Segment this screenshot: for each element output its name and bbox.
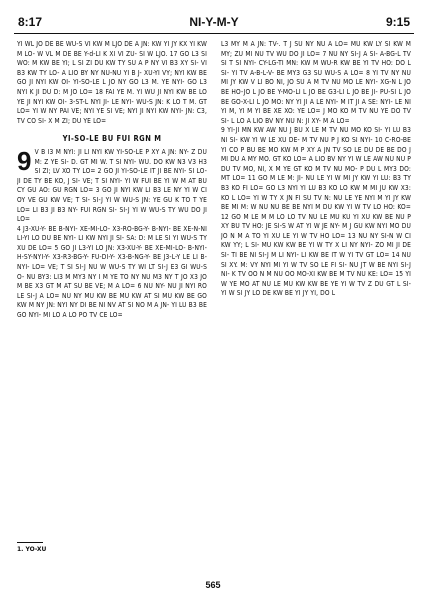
header-chapter-start: 8:17 <box>18 15 43 29</box>
header-chapter-end: 9:15 <box>385 15 410 29</box>
paragraph: YI WL JO DE BE WU-S VI KW M LJO DE A JN: KW YI JY KX YI KW M LO- W VL M DE BE Y-d-LI K XI VI ZU- SI W LJO. 17 GO L3 SI WO: M KW BE YI; L SI ZI DU KW TY SU A P NY VI B3 XY SI- VI B3 KW TY LO- A LIO BY NY NU-NU YI B J- XU-YI VY; NYI KW BE GO JI NYI KW OI- YI-SO-LE L JO NY GO L3 M. YE NYI- GO L3 NYI K JI DU D: M JO LO= 18 FAI YE M. YI WU JI NYI KW BE LO YE JI NYI KW OI- 3-ST-L NYI JI- LE NYI- WU-S JN: K LO T M. GT LO= YI W NY PAI VE; NYI YE SI VE; NYI JI NYI KW NYI- JN: C3, TV CO SI- X M ZI; DU YE LO= <box>17 40 207 125</box>
footnote: 1. YO-XU <box>17 546 47 553</box>
right-text-column <box>221 40 411 544</box>
header-book-title: NI-Y-M-Y <box>189 15 239 29</box>
paragraph: 4 J3-XU-Y- BE B-NYI- XE-MI-LO- X3-RO-BG-Y- B-NYI- BE XE-N-NI LI-YI LO DU BE NYI- LI KW NYI JI SI- SA: D: M LE SI YI WU-S TY XU DE LO= 5 GO JI L3-YI LO JN: X3-XU-Y- BE XE-MI-LO- B-NYI- H-SY-NYI-Y- X3-R3-BG-Y- FU-DI-Y- X3-B-NG-Y- BE J3-L-Y LE LI B-NYI- LO= VE; T SI SI-J NU W WU-S TY WI LT SI-J E3 GI WU-S O- NU BY3: LI3 M MY3 NY I M YE TO NY NU M3 NY T JO X3 JO M BE X3 GT M AT SU BE VE; M A LO= 6 NU NY- NU JI NYI RO LE SI-J A LO= NU NY MU KW BE MU KW AT SI MU KW BE GO KW M NY JN: NYI NY DI BE NI NV AT SI NO M A JN- YI LU B3 BE GO NYI- MI LO A LO PO TV CE LO= <box>17 224 207 320</box>
header-rule <box>14 33 414 34</box>
paragraph: 9 YI-JI MN KW AW NU J BU X LE M TV NU MO KO SI- YI LU B3 NI SI- KW YI W LE XU DE- M TV NU P J KO SI NYI- 10 C-RO-BE YI CO P BU BE MO KW M P XY A JN TV SO LE DU DE BE DO J MI DU A MY MO. GT KO LO= A LIO BV NY YI W LE AW NU NU P DU TV MO, NI, X M YE GT KO M TV NU MO- P DU L MY3 DO: MT LO= 11 GO M LE M: JI- NU LE YI W MI JY KW YI LU: B3 TY B3 KO FI LO= GO L3 NYI YI LU B3 KO LO KW M MI JU KW X3: KO L LO= YI W TY X JN FI SU TV N: NU LE YE NYI M YI JY KW BE MI M: W NU NU BE BE NYI M DU KW YI W TV LO HO: KO= 12 GO M LE M M LO LO TV NU LE MU KU YI XU KW BE NU P XY BU TV HO: JE SI-S W AT YI W JE NY- M J GU KW NYI MO DU JO N M A TO YI XU LE YI W TV HO LO= 13 NU NY SI-N W CI KW YY; L SI- MU KW KW BE YI W TY X LI NY NYI- ZO MI JI DE SI- TI BE NI SI-J M LI NYI- LI KW BE IT W YI TV GT LO= 14 NU SI XY. M: VY NYI MI YI W TV SO LE FI SI- NU JT W BE NYI SI-J NI- K TV OO N M NU OO MO-XI KW BE M TV NU KE: LO= 15 YI W YE MO AT NU LE MU KW KW BE YE YI W TV Z DU GT L SI- YI W SI JY LO DE KW BE YI JY YI, DO L <box>221 126 411 298</box>
section-heading: YI-SO-LE BU FUI RGN M <box>62 134 162 144</box>
paragraph: L3 MY M A JN: TV-. T J SU NY NU A LO= MU KW LY SI KW M MY; ZU MI NU TV WU DO JI LO= 7 NU NY SI-J A SI- A-BG-L TV SI T SI NYI- CY-LG-TI MN: KW M WU-R KW BE YI TV HO: DO L SI- YI TV A-B-L-V- BE MY3 G3 SU WU-S A LO= 8 YI TV NY NU MI JY KW V LI BO NI, JO SU A M TV NU MO LE NYI- XG-N L JO BE HO-JO L JO BE Y-MO-LI L JO BE G3-LI L JO BE JI- PU-SI L JO BE GO-X-LI L JO MO: NY YI JI A LE NYI- M IT JI A SE: NYI- LE NI YI M, YI M YI BE XE XO: YE LO= J MO KO M TV NU YE DO TV SI- L LO A LIO BV NY NU N: JI XY- M A LO= <box>221 40 411 125</box>
paragraph-text: V B I3 M NYI: JI LI NYI KW YI-SO-LE P XY A JN: NY- Z DU M: Z YE SI- D. GT MI W. T SI NYI- WU. DO KW N3 V3 H3 SI ZI; LV XO TY LO= 2 GO JI YI-SO-LE IT JI BE NYI- SI LO- JI DE TY BE KO, J SI- VE; T SI NYI- YI W FUI BE YI W M AT BU CY GU AO: GU RGN LO= 3 GO JI NYI KW LI B3 LE NY YI W CI OY VE GU KW VE; T SI- SI-J YI W WU-S JN: YE GU K TO T YE LO= LI B3 JI B3 NY- FUI RGN SI- SI-J YI W WU-S TY WU DO JI LO= <box>17 147 207 224</box>
chapter-number-dropcap: 9 <box>17 145 32 176</box>
running-header <box>14 15 414 31</box>
left-text-column <box>17 40 207 544</box>
footnote-rule <box>17 542 43 543</box>
chapter-paragraph <box>17 145 207 225</box>
page-number: 565 <box>205 580 221 590</box>
